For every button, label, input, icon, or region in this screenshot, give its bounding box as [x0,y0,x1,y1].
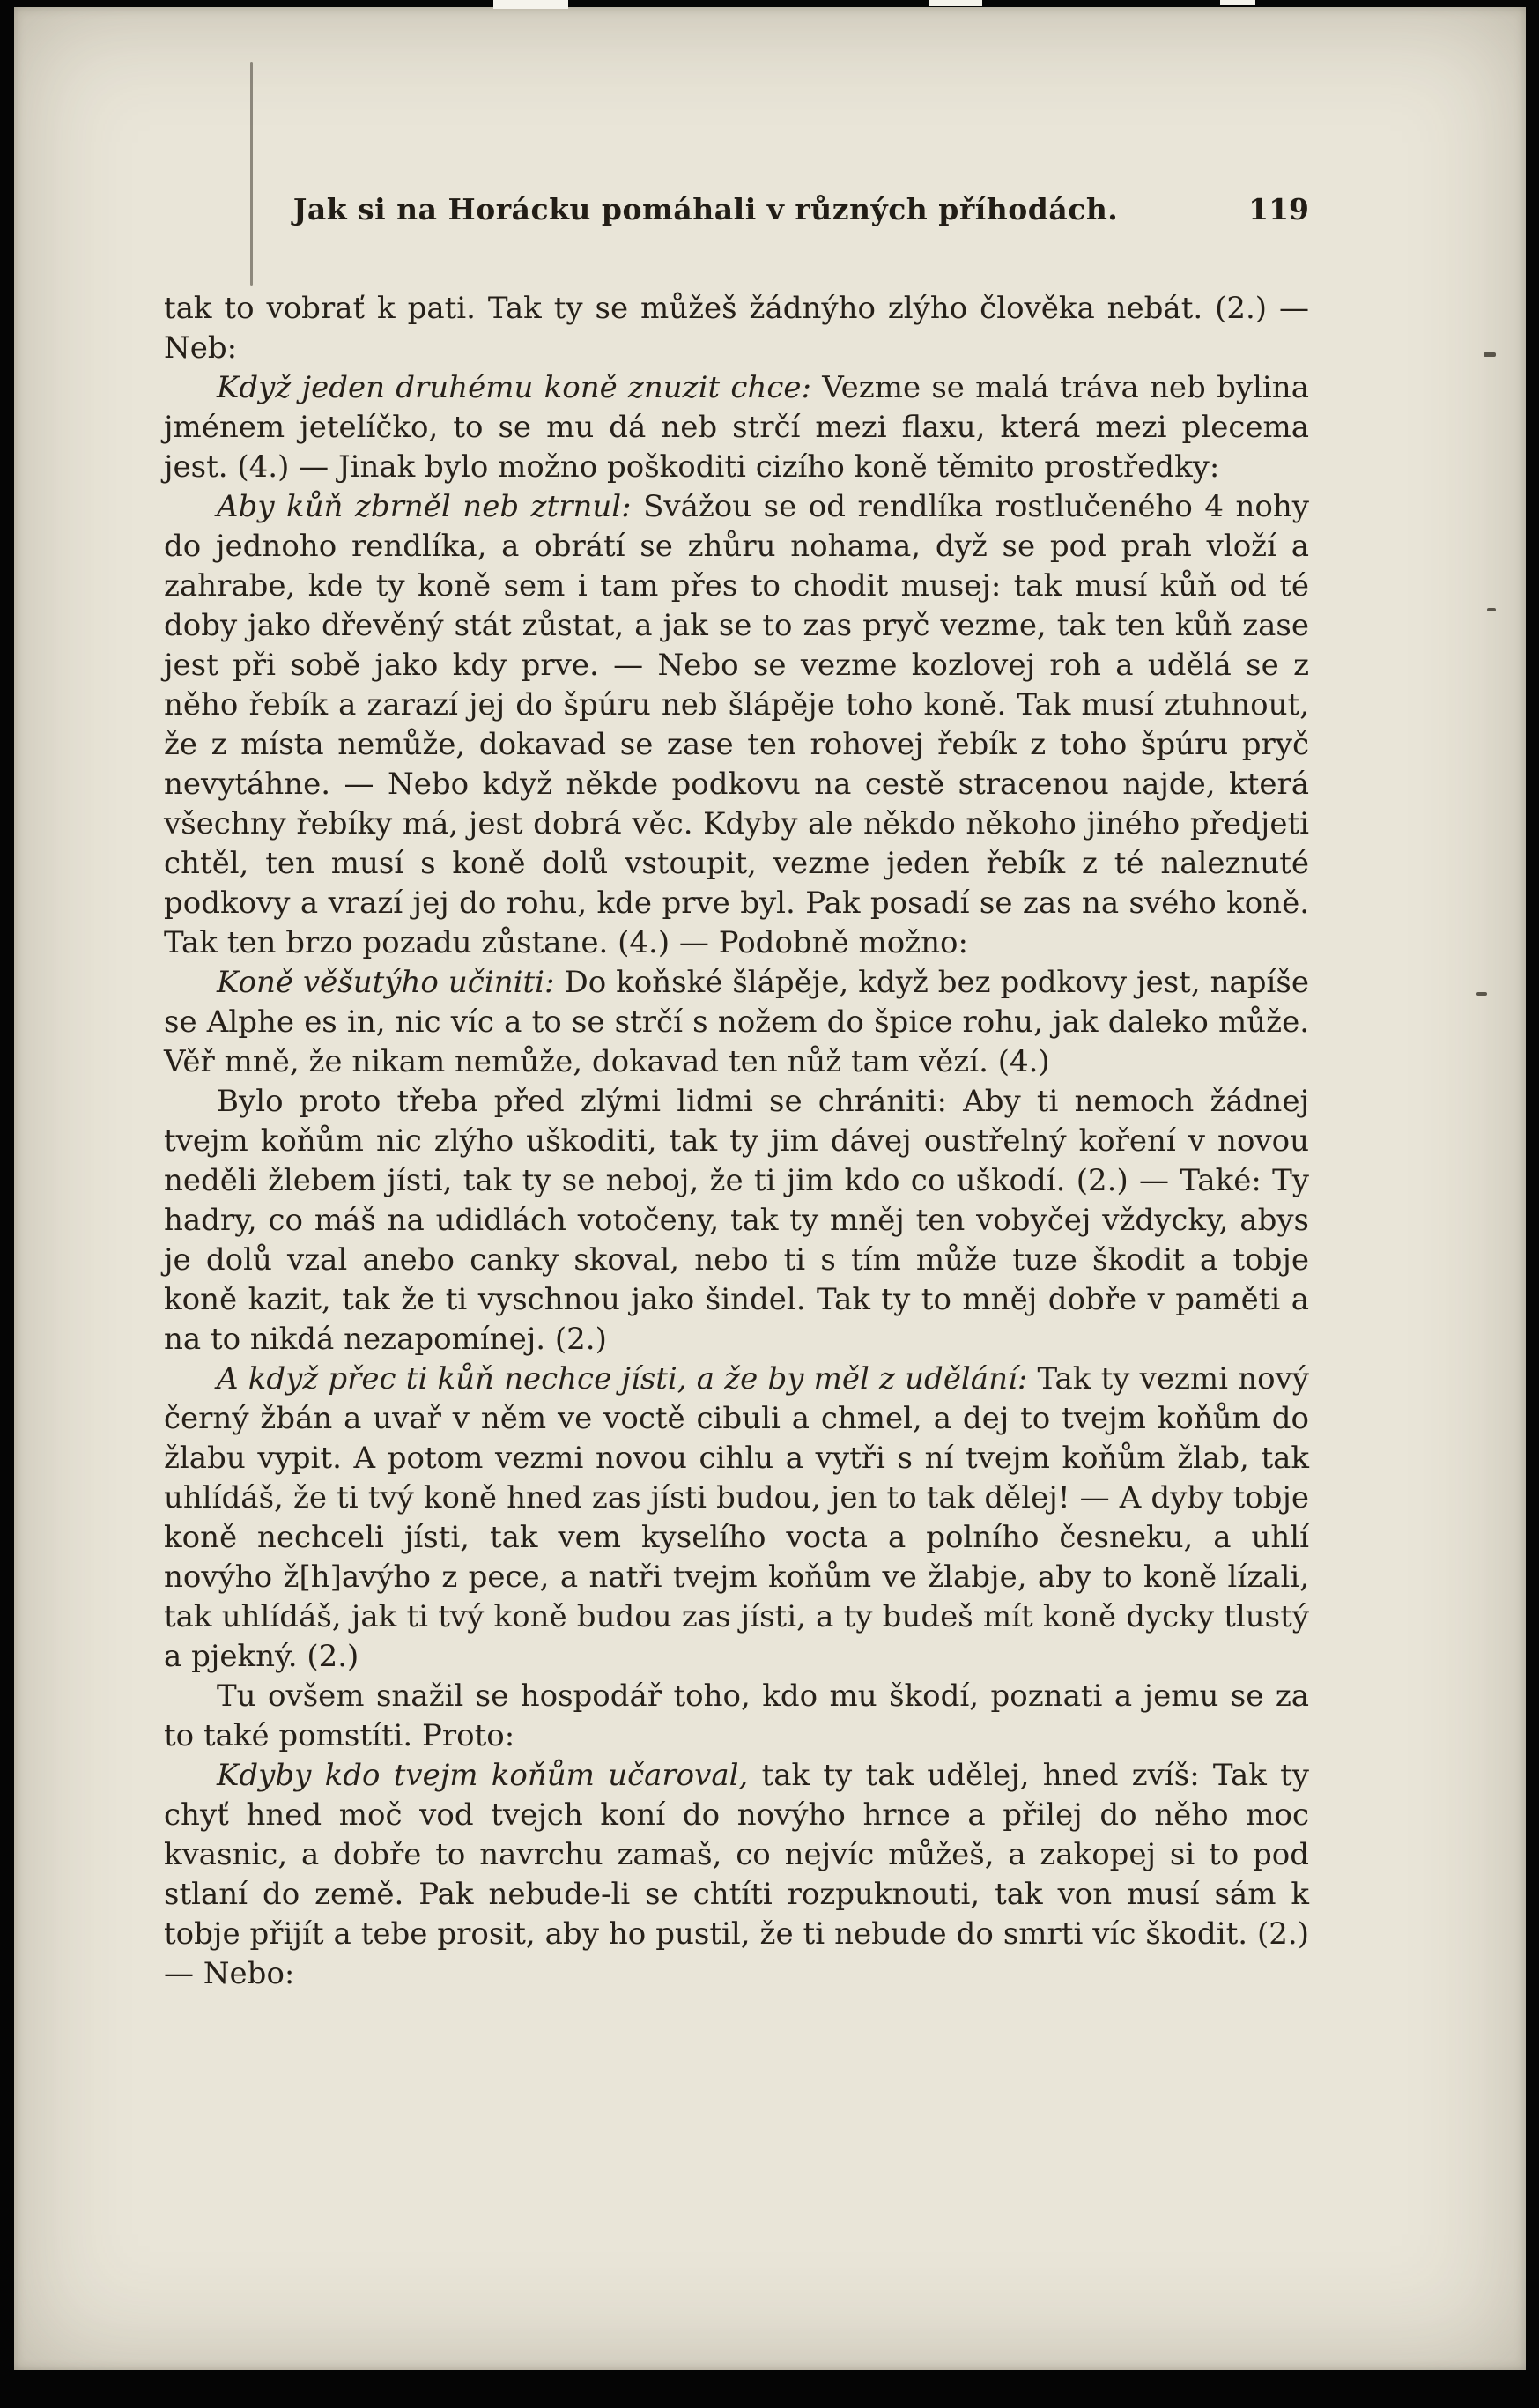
scan-artifact-speck [1484,352,1496,357]
paragraph [164,1677,1309,1756]
page-number: 119 [1248,192,1309,226]
paragraph [164,289,1309,368]
paragraph-lead-italic: A když přec ti kůň nechce jísti, a že by měl z udělání: [217,1361,1038,1397]
paragraph-text: Vezme se malá tráva neb bylina jménem jetelíčko, to se mu dá neb strčí mezi flaxu, která mezi plecema jest. (4.) — Jinak bylo možno poškoditi cizího koně těmito prostředky: [164,370,1309,485]
scan-artifact-edge [929,0,982,6]
scan-artifact-edge [1220,0,1255,5]
paragraph [164,1082,1309,1360]
paragraph [164,1360,1309,1677]
paragraph [164,1756,1309,1994]
paragraph [164,487,1309,963]
paragraph [164,368,1309,487]
paragraph-lead-italic: Aby kůň zbrněl neb ztrnul: [217,489,644,524]
scan-artifact-speck [1487,608,1496,611]
page-header [164,192,1309,234]
paragraph [164,963,1309,1082]
paragraph-lead-italic: Kdyby kdo tvejm koňům učaroval, [217,1758,762,1793]
book-page-paper [14,7,1526,2370]
paragraph-text: Do koňské šlápěje, když bez podkovy jest, napíše se Alphe es in, nic víc a to se strčí s nožem do špice rohu, jak daleko může. Věř mně, že nikam nemůže, dokavad ten nůž tam vězí. (4.) [164,965,1309,1079]
text-block [164,289,1309,1994]
paragraph-text: Bylo proto třeba před zlými lidmi se chrániti: Aby ti nemoch žádnej tvejm koňům nic zlýho uškoditi, tak ty jim dávej oustřelný koření v novou neděli žlebem jísti, tak ty se neboj, že ti jim kdo co uškodí. (2.) — Také: Ty hadry, co máš na udidlách votočeny, tak ty mněj ten vobyčej vždycky, abys je dolů vzal anebo canky skoval, nebo ti s tím může tuze škodit a tobje koně kazit, tak že ti vyschnou jako šindel. Tak ty to mněj dobře v paměti a na to nikdá nezapomínej. (2.) [164,1084,1309,1357]
paragraph-text: tak to vobrať k pati. Tak ty se můžeš žádnýho zlýho člověka nebát. (2.) — Neb: [164,291,1309,366]
scan-artifact-hair [250,62,253,286]
paragraph-lead-italic: Když jeden druhému koně znuzit chce: [217,370,823,405]
paragraph-text: Tak ty vezmi nový černý žbán a uvař v něm ve voctě cibuli a chmel, a dej to tvejm koňům do žlabu vypit. A potom vezmi novou cihlu a vytři s ní tvejm koňům žlab, tak uhlídáš, že ti tvý koně hned zas jísti budou, jen to tak dělej! — A dyby tobje koně nechceli jísti, tak vem kyselího vocta a polního česneku, a uhlí novýho ž[h]avýho z pece, a natři tvejm koňům ve žlabje, aby to koně lízali, tak uhlídáš, jak ti tvý koně budou zas jísti, a ty budeš mít koně dycky tlustý a pjekný. (2.) [164,1361,1309,1674]
paragraph-text: Svážou se od rendlíka rostlučeného 4 nohy do jednoho rendlíka, a obrátí se zhůru nohama, dyž se pod prah vloží a zahrabe, kde ty koně sem i tam přes to chodit musej: tak musí kůň od té doby jako dřevěný stát zůstat, a jak se to zas pryč vezme, tak ten kůň zase jest při sobě jako kdy prve. — Nebo se vezme kozlovej roh a udělá se z něho řebík a zarazí jej do špúru neb šlápěje toho koně. Tak musí ztuhnout, že z místa nemůže, dokavad se zase ten rohovej řebík z toho špúru pryč nevytáhne. — Nebo když někde podkovu na cestě stracenou najde, která všechny řebíky má, jest dobrá věc. Kdyby ale někdo někoho jiného předjeti chtěl, ten musí s koně dolů vstoupit, vezme jeden řebík z té naleznuté podkovy a vrazí jej do rohu, kde prve byl. Pak posadí se zas na svého koně. Tak ten brzo pozadu zůstane. (4.) — Podobně možno: [164,489,1309,960]
paragraph-text: tak ty tak udělej, hned zvíš: Tak ty chyť hned moč vod tvejch koní do novýho hrnce a přilej do něho moc kvasnic, a dobře to navrchu zamaš, co nejvíc můžeš, a zakopej si to pod stlaní do země. Pak nebude-li se chtíti rozpuknouti, tak von musí sám k tobje přijít a tebe prosit, aby ho pustil, že ti nebude do smrti víc škodit. (2.) — Nebo: [164,1758,1309,1991]
running-title: Jak si na Horácku pomáhali v různých příhodách. [292,192,1119,226]
scan-artifact-edge [493,0,568,9]
paragraph-lead-italic: Koně věšutýho učiniti: [217,965,565,1000]
paragraph-text: Tu ovšem snažil se hospodář toho, kdo mu škodí, poznati a jemu se za to také pomstíti. Proto: [164,1678,1309,1753]
scan-artifact-speck [1476,992,1487,996]
